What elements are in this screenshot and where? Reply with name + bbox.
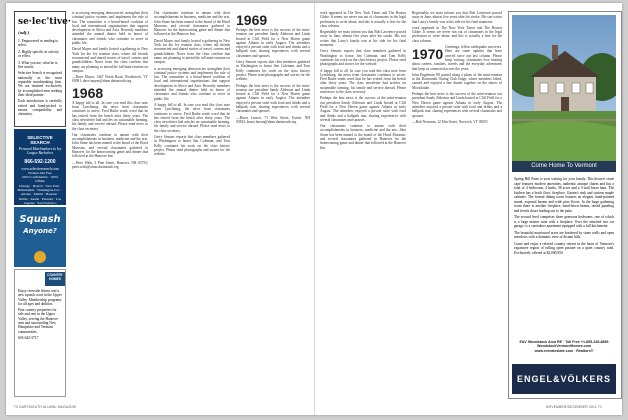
- real-estate-ad: [508, 11, 622, 399]
- listing-paragraph-3: The beautiful manicured acres are bordered by stone walls and open meadows with a dramatic view of distant hills.: [514, 230, 614, 239]
- class-1969-notes-continued: Gerry Simons reports that class members gathered in Washington to honor Jim Coleman, and Tom Kelly continues his work on the class history project. Please send photographs and stories for the website.: [154, 135, 230, 157]
- class-notes-paragraph-5: Our classmates continue to amaze with their accomplishments in business, medicine and the arts. John Stone has been named to the board of the Hood Museum, and several classmates gathered in Hanover for the homecoming game and dinner that followed at the Hanover Inn.: [320, 124, 406, 150]
- class-notes-paragraph-3: A happy fall to all. In case you read this class note from Lynchburg, the news from classmates continues to arrive. Fred Ruthe sends word that he has retired from the bench after thirty years. The class newsletter had articles on sustainable farming, his family and service abroad. Please send news to the class secretary.: [320, 68, 406, 95]
- listing-paragraph-2: The second level comprises three generous bedrooms, one of which is a large master suite with a fireplace. Over the attached two car garage, is a caretakers apartment equipped with a full kitchenette.: [514, 215, 614, 228]
- class-notes-paragraph-2: Gerry Simons reports that class members gathered in Washington to honor Jim Coleman, and Tom Kelly continues his work on the class history project. Please send photographs and stories for the website.: [320, 49, 406, 67]
- squash-ball-icon: [34, 251, 46, 263]
- article-column-3: [236, 11, 310, 401]
- country-homes-body: Fine country properties for sale and rent in the Upper Valley, serving the Hanover area and surrounding New Hampshire and Vermont communities.: [18, 308, 58, 334]
- article-intro-column-2: is accessing emerging democracies strengthen their criminal justice systems and implement the rule of law. The committee is a broad-based coalition of local and international organizations that support development in Africa and Asia. Recently members attended the annual dinner held in honor of classmates and friends who continue to serve in public life.: [154, 66, 230, 101]
- definition-3: 3. What you are, what he is. See search.: [18, 60, 59, 70]
- class-notes-top: Regrettably we must inform you that Bob Lawrence passed away in June, almost five years after his stroke. His son writes that Larry's family was at his side for his final moments.: [412, 11, 502, 24]
- class-1970-notes-continued: John Engelman '68 passed along a photo of the mini-reunion at the Dartmouth Outing Club lodge, where members hiked, canoed and enjoyed a fine dinner together on the shores of Moosilauke.: [412, 72, 502, 90]
- class-1968-notes-column-2-b: A happy fall to all. In case you read this class note from Lynchburg, the news from classmates continues to arrive. Fred Ruthe sends word that he has retired from the bench after thirty years. The class newsletter had articles on sustainable farming, his family and service abroad. Please send news to the class secretary.: [154, 102, 230, 133]
- country-homes-ad: [14, 269, 66, 397]
- class-year-heading: 1968: [72, 84, 104, 101]
- page-gutter: [314, 3, 315, 415]
- ad-invite: Each introduction is carefully vetted and hand-picked to ensure compatibility and chemistry.: [18, 99, 62, 117]
- ad-title: se·lec'tive· (adj.): [18, 17, 71, 35]
- services-cities: Chicago · Boston · New York · Philadelphia · Washington D.C. · Atlanta · Miami · Houston · Dallas · Austin · Phoenix · Los Angeles · San Francisco: [17, 183, 63, 205]
- class-notes-intro: work appeared in The New York Times and The Boston Globe. It seems we never run out of classmates in the legal profession to write about, and this is actually a first for the class column.: [320, 11, 406, 28]
- class-notes-top-2: work appeared in The New York Times and The Boston Globe. It seems we never run out of classmates in the legal profession to write about, and this is actually a first for the class column.: [412, 25, 502, 43]
- services-phone: 866-592-1200: [24, 158, 56, 165]
- class-1969-notes: Perhaps the best news is the success of the mini-reunion our president Sandy Alderson and Linda hosted at Cliff Field for a New Haven game against Atlanta in early August. The attendees enjoyed a private suite with food and drinks and a ballpark tour, sharing experiences with several classmates and spouses.: [236, 28, 310, 58]
- squash-ad: [14, 207, 66, 267]
- services-website[interactable]: www.selectivesearch.com: [21, 166, 59, 171]
- class-signature: —Dave Mayer, 1467 North Road, Woodstock, VT 05091; dave.mayer@alum.dartmouth.org: [72, 75, 148, 84]
- real-estate-description: [514, 177, 614, 337]
- definition-1: 1. Empowered or tending to select.: [18, 39, 59, 48]
- farmhouse-photo: [512, 15, 616, 161]
- class-year-heading: 1970: [412, 46, 444, 63]
- real-estate-band: Come Home To Vermont: [512, 161, 616, 172]
- listing-paragraph-4: Come and enjoy a relaxed country retreat in the heart of Vermont's expansive region of rolling open pasture on a quiet country road. Exclusively offered at $2,000,950: [514, 241, 614, 255]
- article-intro: is accessing emerging democracies strengthen their criminal justice systems and implement the rule of law. The committee is a broad-based coalition of local and international organizations that support development in Africa and Asia. Recently members attended the annual dinner held in honor of classmates and friends who continue to serve in public life.: [72, 11, 148, 46]
- class-notes-paragraph: Regrettably we must inform you that Bob Lawrence passed away in June, almost five years after his stroke. His son writes that Larry's family was at his side for his final moments.: [320, 30, 406, 48]
- class-1970-block: [412, 45, 502, 71]
- real-estate-contact: [514, 340, 614, 353]
- left-page-folio: 70 DARTMOUTH ALUMNI MAGAZINE: [14, 405, 77, 409]
- class-1969-notes-b: Perhaps the best news is the success of the mini-reunion our president Sandy Alderson and Linda hosted at Cliff Field for a New Haven game against Atlanta in early August. The attendees enjoyed a private suite with food and drinks and a ballpark tour, sharing experiences with several classmates and spouses.: [236, 83, 310, 114]
- country-homes-logo: COUNTRY HOMES: [45, 272, 65, 286]
- class-1968-signature: —Peter Waln, 3 Pine Street, Hanover, NH 03755; peter.waln@alum.dartmouth.org: [72, 160, 148, 169]
- country-homes-phone: 603-643-3717: [18, 335, 39, 340]
- contact-phone: E&V Woodstock Area RE · Toll Free +1-855-245-8896: [519, 340, 609, 344]
- article-column-4: [320, 11, 406, 401]
- definition-2: 2. Highly specific in activity or effect.: [18, 49, 60, 59]
- class-notes-paragraph-4: Perhaps the best news is the success of the mini-reunion our president Sandy Alderson and Linda hosted at Cliff Field for a New Haven game against Atlanta in early August. The attendees enjoyed a private suite with food and drinks and a ballpark tour, sharing experiences with several classmates and spouses.: [320, 96, 406, 122]
- class-1968-notes-continued: Our classmates continue to amaze with their accomplishments in business, medicine and the arts. John Stone has been named to the board of the Hood Museum, and several classmates gathered in Hanover for the homecoming game and dinner that followed at the Hanover Inn.: [72, 132, 148, 159]
- engel-volkers-logo: [512, 364, 616, 394]
- contact-web-alt[interactable]: www.evrealestate.com · Realtors®: [534, 348, 594, 353]
- selective-search-services-ad: [14, 129, 66, 205]
- logo-text: ENGEL&VÖLKERS: [516, 374, 611, 384]
- listing-paragraph-1: Spring Hill Farm is your waiting for your family. This historic stone cape features modern amenities, authentic antique charm and has a total of 4 bedrooms, 4 baths, 38 acres and a 3-stall horse barn. The kitchen has a brick floor, fireplace, Garam's sink and custom maple cabinets. The formal dining room features an elegant, hand-painted mural, exposed beams and wide pine floors. In the large gathering room there is another fireplace, hand-hewn beams, raised paneling and french doors leading out to the patio.: [514, 177, 614, 213]
- squash-body: Enjoy riverside fitness and a new squash court in the Upper Valley. Membership programs for all ages and abilities.: [18, 289, 62, 306]
- part-of-speech: (adj.): [18, 30, 30, 35]
- class-1970-notes: Greetings, fellow earthquake survivors. Here are some updates that have arrived since our last column. Please keep writing; classmates love hearing about careers, families, travels and the everyday adventures that keep us connected across the years.: [412, 45, 502, 71]
- class-1969-notes-continued-2: Gerry Simons reports that class members gathered in Washington to honor Jim Coleman, and Tom Kelly continues his work on the class history project. Please send photographs and stories for the website.: [236, 60, 310, 82]
- services-tagline: Personal Matchmakers to Ivy League Bachelors: [18, 147, 62, 156]
- class-1970-signature: —Bob Newman, 12 Elm Street, Norwich, VT 05055: [412, 119, 488, 124]
- article-column-2: [154, 11, 230, 401]
- services-name: SELECTIVE SEARCH: [27, 135, 53, 145]
- article-column-1: [72, 11, 148, 401]
- class-1968-notes-column-2: Our classmates continue to amaze with their accomplishments in business, medicine and the arts. John Stone has been named to the board of the Hood Museum, and several classmates gathered in Hanover for the homecoming game and dinner that followed at the Hanover Inn.: [154, 11, 230, 37]
- services-privacy: 100% Confidential · 100% Offline: [21, 175, 59, 184]
- selective-search-ad: [14, 11, 71, 127]
- article-column-5: [412, 11, 502, 401]
- squash-headline: Squash: [19, 214, 61, 225]
- article-paragraph-column-2: David Mayer and family hosted a gathering in New York for the Ivy reunion class, where old friends reconnected and shared stories of travel, careers and grandchildren. Notes from the class confirm that many are planning to attend the fall mini-reunion on campus.: [154, 38, 230, 65]
- magazine-spread: [6, 3, 622, 415]
- contact-website[interactable]: WoodstockVermontHomes.com: [536, 344, 592, 349]
- class-1970-notes-b: Perhaps the best news is the success of the mini-reunion our president Sandy Alderson and Linda hosted at Cliff Field for a New Haven game against Atlanta in early August. The attendees enjoyed a private suite with food and drinks and a ballpark tour, sharing experiences with several classmates and spouses.: [412, 92, 502, 118]
- squash-subhead: Anyone?: [23, 227, 57, 235]
- class-1969-signature: —Bruce Larson, 71 West Street, Exeter, NH 03833; bruce.larson@alum.dartmouth.org: [236, 115, 310, 124]
- class-year-heading: 1969: [236, 12, 268, 28]
- ad-description: Selective Search is recognized nationally as the most reputable matchmaking firm. We are retained exclusively by accomplished men seeking their ideal partner.: [18, 71, 62, 97]
- class-1968-notes: A happy fall to all. In case you read this class note from Lynchburg, the news from classmates continues to arrive. Fred Ruthe sends word that he has retired from the bench after thirty years. The class newsletter had articles on sustainable farming, his family and service abroad. Please send news to the class secretary.: [72, 100, 148, 131]
- farmhouse-illustration: [512, 15, 616, 161]
- article-paragraph: David Mayer and family hosted a gathering in New York for the Ivy reunion class, where old friends reconnected and shared stories of travel, careers and grandchildren. Notes from the class confirm that many are planning to attend the fall mini-reunion on campus.: [72, 47, 148, 73]
- services-offer: Women Join Free: [28, 170, 52, 175]
- right-page-folio: NOVEMBER/DECEMBER 2011 71: [546, 405, 603, 409]
